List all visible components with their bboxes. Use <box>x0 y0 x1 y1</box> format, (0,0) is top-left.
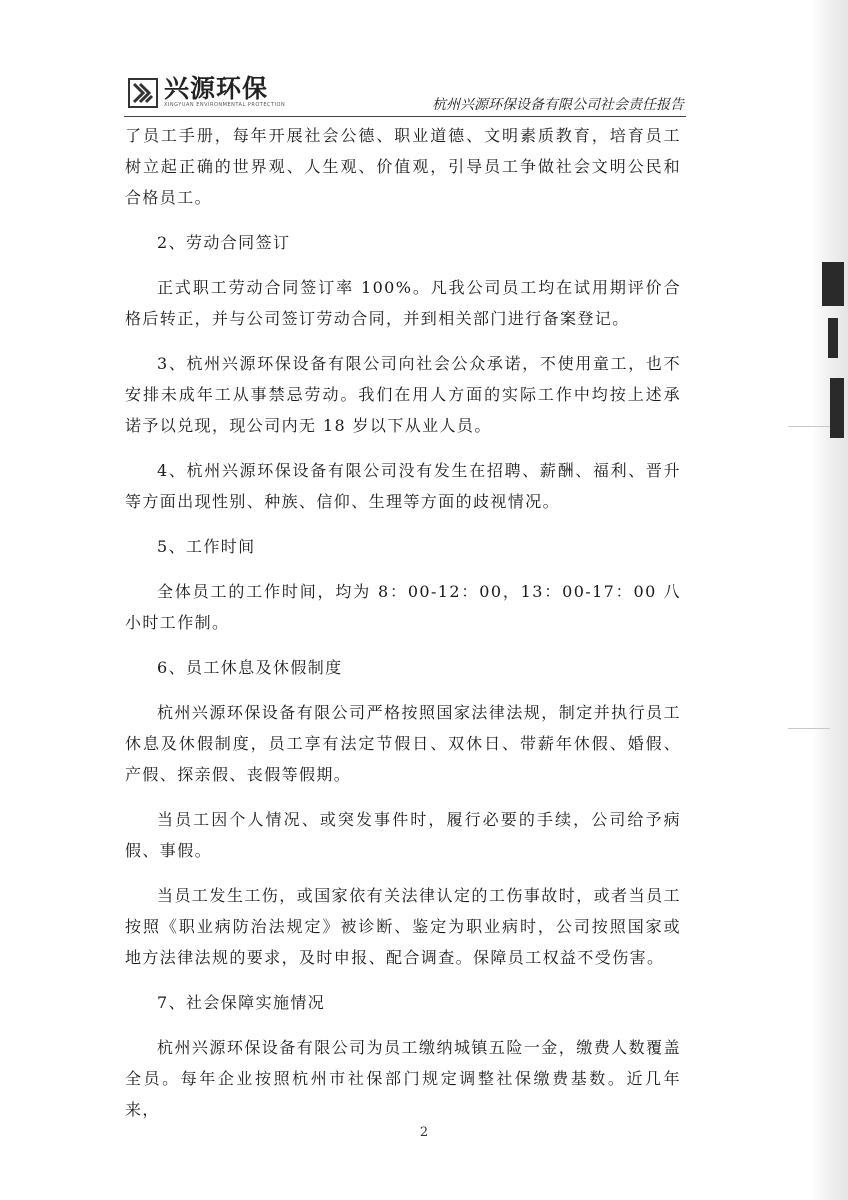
paragraph: 当员工因个人情况、或突发事件时，履行必要的手续，公司给予病假、事假。 <box>125 810 681 860</box>
document-body <box>125 120 681 1139</box>
logo-subtext: XINGYUAN ENVIRONMENTAL PROTECTION <box>164 102 286 108</box>
scan-edge-dash <box>788 728 830 729</box>
paragraph: 3、杭州兴源环保设备有限公司向社会公众承诺，不使用童工，也不安排未成年工从事禁忌劳动。我们在用人方面的实际工作中均按上述承诺予以兑现，现公司内无 18 岁以下从业人员。 <box>125 354 681 435</box>
logo-text: 兴源环保 <box>164 74 269 103</box>
header-divider <box>124 116 686 117</box>
paragraph: 了员工手册，每年开展社会公德、职业道德、文明素质教育，培育员工树立起正确的世界观、人生观、价值观，引导员工争做社会文明公民和合格员工。 <box>125 126 681 207</box>
paragraph: 杭州兴源环保设备有限公司为员工缴纳城镇五险一金，缴费人数覆盖全员。每年企业按照杭州市社保部门规定调整社保缴费基数。近几年来， <box>125 1038 681 1119</box>
scan-edge-mark <box>822 262 844 306</box>
scan-edge-mark <box>828 318 838 358</box>
section-heading: 6、员工休息及休假制度 <box>157 658 343 677</box>
section-heading: 7、社会保障实施情况 <box>157 993 326 1012</box>
page-number: 2 <box>419 1125 429 1140</box>
paragraph: 当员工发生工伤，或国家依有关法律认定的工伤事故时，或者当员工按照《职业病防治法规定》被诊断、鉴定为职业病时，公司按照国家或地方法律法规的要求，及时申报、配合调查。保障员工权益不受伤害。 <box>125 886 681 967</box>
scan-edge-shadow <box>812 0 848 1200</box>
paragraph: 杭州兴源环保设备有限公司严格按照国家法律法规，制定并执行员工休息及休假制度，员工享有法定节假日、双休日、带薪年休假、婚假、产假、探亲假、丧假等假期。 <box>125 703 681 784</box>
section-heading: 2、劳动合同签订 <box>157 233 291 252</box>
paragraph: 全体员工的工作时间，均为 8：00-12：00，13：00-17：00 八小时工作制。 <box>125 582 681 632</box>
paragraph: 4、杭州兴源环保设备有限公司没有发生在招聘、薪酬、福利、晋升等方面出现性别、种族、信仰、生理等方面的歧视情况。 <box>125 461 681 511</box>
scan-edge-dash <box>788 426 830 427</box>
logo-mark-icon <box>128 78 158 108</box>
section-heading: 5、工作时间 <box>157 537 256 556</box>
scan-edge-mark <box>830 378 844 438</box>
report-header-title: 杭州兴源环保设备有限公司社会责任报告 <box>432 97 684 113</box>
company-logo <box>128 76 285 109</box>
paragraph: 正式职工劳动合同签订率 100%。凡我公司员工均在试用期评价合格后转正，并与公司签订劳动合同，并到相关部门进行备案登记。 <box>125 278 681 328</box>
